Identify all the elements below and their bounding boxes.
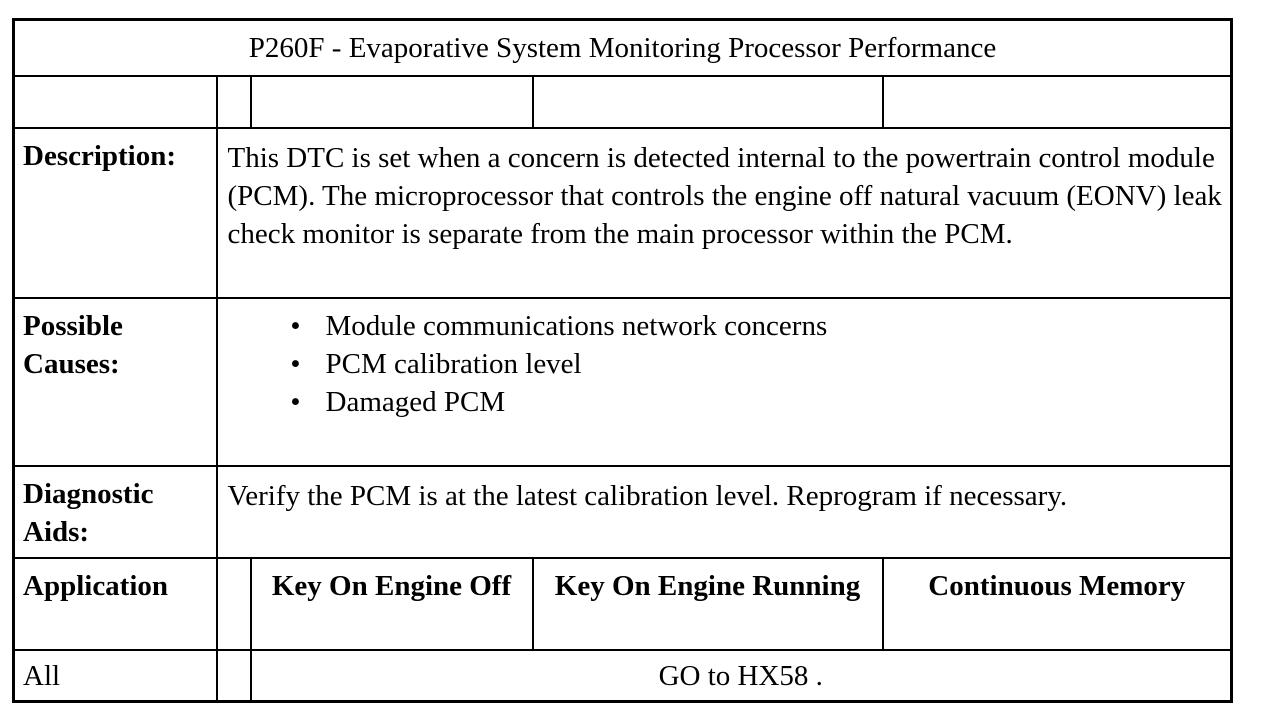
goto-hx58-link[interactable]: GO to HX58 .: [251, 650, 1232, 702]
application-value: All: [14, 650, 217, 702]
key-on-engine-running-header: Key On Engine Running: [533, 558, 883, 650]
spacer-cell: [217, 76, 251, 128]
spacer-cell: [533, 76, 883, 128]
cause-item: [286, 345, 1223, 383]
diagnostic-aids-text: Verify the PCM is at the latest calibration level. Reprogram if necessary.: [217, 466, 1232, 558]
cause-item-text: Module communications network concerns: [325, 309, 828, 342]
key-on-engine-off-header: Key On Engine Off: [251, 558, 533, 650]
continuous-memory-header: Continuous Memory: [883, 558, 1232, 650]
possible-causes-list-cell: [217, 298, 1232, 466]
cause-item-text: Damaged PCM: [325, 385, 506, 418]
spacer-cell: [14, 76, 217, 128]
cause-item: [286, 383, 1223, 421]
bullet-icon: •: [290, 309, 301, 342]
spacer-cell: [217, 650, 251, 702]
spacer-cell: [251, 76, 533, 128]
cause-item-text: PCM calibration level: [325, 347, 582, 380]
cause-item: [286, 307, 1223, 345]
description-label: Description:: [14, 128, 217, 298]
bullet-icon: •: [290, 347, 301, 380]
spacer-cell: [883, 76, 1232, 128]
dtc-title: P260F - Evaporative System Monitoring Processor Performance: [14, 20, 1232, 76]
dtc-table: [12, 18, 1233, 703]
diagnostic-aids-label: Diagnostic Aids:: [14, 466, 217, 558]
possible-causes-list: [218, 307, 1223, 421]
possible-causes-label: Possible Causes:: [14, 298, 217, 466]
spacer-cell: [217, 558, 251, 650]
bullet-icon: •: [290, 385, 301, 418]
description-text: This DTC is set when a concern is detected internal to the powertrain control module (PCM). The microprocessor that controls the engine off natural vacuum (EONV) leak check monitor is separate from the main processor within the PCM.: [217, 128, 1232, 298]
application-header: Application: [14, 558, 217, 650]
